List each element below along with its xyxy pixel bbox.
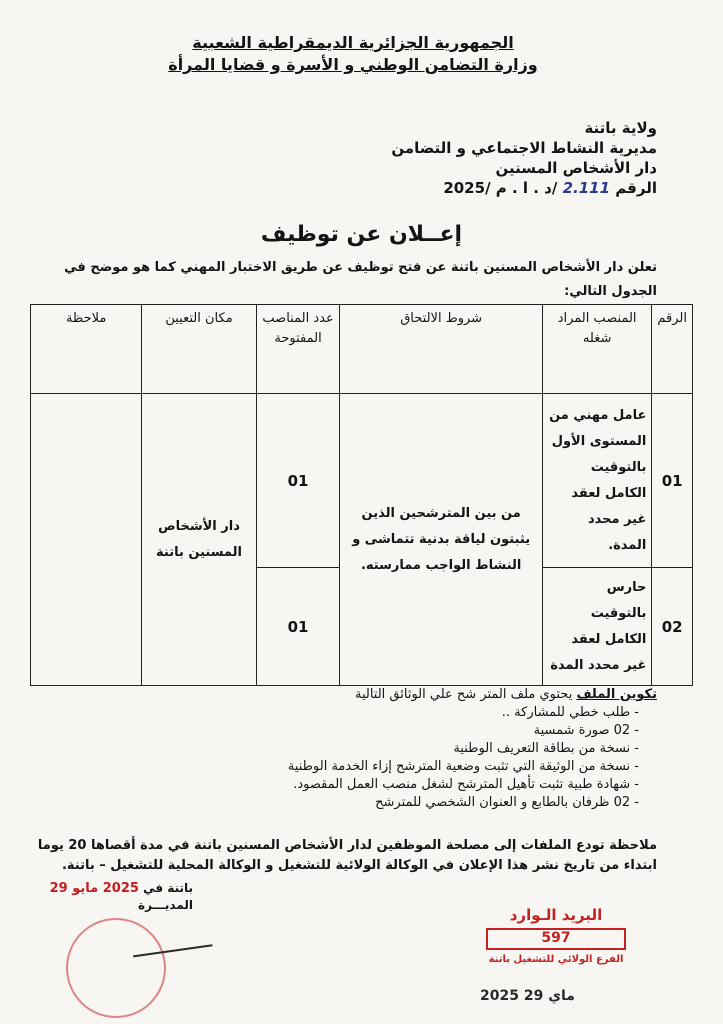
sign-date: 2025 مايو 29 <box>49 881 139 896</box>
list-item: - طلب خطي للمشاركة .. <box>97 704 639 722</box>
republic-name: الجمهورية الجزائرية الديمقراطية الشعبية <box>192 33 514 52</box>
row-num: 02 <box>652 568 693 686</box>
list-item: - شهادة طبية تثبت تأهيل المترشح لشغل منصب العمل المقصود. <box>97 776 639 794</box>
reference-suffix: /د . ا . م /2025 <box>443 179 558 197</box>
list-item: - نسخة من بطاقة التعريف الوطنية <box>97 740 639 758</box>
list-item: - نسخة من الوثيقة التي تثبت وضعية المترشح إزاء الخدمة الوطنية <box>97 758 639 776</box>
row-count: 01 <box>256 568 340 686</box>
row-post: حارس بالتوقيت الكامل لعقد غير محدد المدة <box>542 568 651 686</box>
announcement-intro: تعلن دار الأشخاص المسنين باتنة عن فتح توظيف عن طريق الاختبار المهني كما هو موضح في الجدول التالي: <box>64 260 657 299</box>
dossier-list <box>97 704 657 812</box>
received-stamp-number: 597 <box>486 928 626 950</box>
deposit-note: ملاحظة تودع الملفات إلى مصلحة الموظفين لدار الأشخاص المسنين باتنة في مدة أقصاها 20 يوما ابتداء من تاريخ نشر هذا الإعلان في الوكالة الولائية للتشغيل و الوكالة المحلية للتشغيل – باتنة. <box>37 838 657 873</box>
row-post: عامل مهني من المستوى الأول بالتوقيت الكامل لعقد غير محدد المدة. <box>542 394 651 568</box>
row-conditions: من بين المترشحين الذين يثبتون لياقة بدنية تتماشى و النشاط الواجب ممارسته. <box>340 394 543 686</box>
wilaya-name: ولاية باتنة <box>584 119 657 137</box>
header-note: ملاحظة <box>31 305 142 394</box>
header-conditions: شروط الالتحاق <box>340 305 543 394</box>
signature-block <box>50 880 193 913</box>
row-count: 01 <box>256 394 340 568</box>
announcement-title: إعــلان عن توظيف <box>260 222 463 247</box>
table-row <box>31 394 693 568</box>
header-count: عدد المناصب المفتوحة <box>256 305 340 394</box>
reference-number: 2.111 <box>562 179 611 197</box>
received-date: 2025 ماي 29 <box>480 988 575 1004</box>
header-num: الرقم <box>652 305 693 394</box>
dossier-intro: يحتوي ملف المتر شح علي الوثائق التالية <box>354 687 573 702</box>
dossier-heading: تكوين الملف <box>576 687 657 702</box>
list-item: - 02 صورة شمسية <box>97 722 639 740</box>
house-name: دار الأشخاص المسنين <box>495 159 657 177</box>
sign-place: باتنة في <box>143 881 193 895</box>
received-stamp-branch: الفرع الولائي للتشغيل باتنة <box>488 954 624 965</box>
list-item: - 02 ظرفان بالطابع و العنوان الشخصي للمترشح <box>97 794 639 812</box>
reference-line <box>337 178 657 198</box>
reference-label: الرقم <box>615 179 657 197</box>
jobs-table <box>30 304 693 686</box>
organization-block <box>337 118 657 198</box>
ministry-name: وزارة التضامن الوطني و الأسرة و قضايا المرأة <box>168 55 538 74</box>
header-post: المنصب المراد شغله <box>542 305 651 394</box>
row-note <box>31 394 142 686</box>
received-stamp <box>456 906 656 965</box>
directorate-name: مديرية النشاط الاجتماعي و التضامن <box>391 139 657 157</box>
table-header-row <box>31 305 693 394</box>
sign-role: المديـــرة <box>138 898 193 912</box>
row-num: 01 <box>652 394 693 568</box>
row-place: دار الأشخاص المسنين باتنة <box>142 394 256 686</box>
header-place: مكان التعيين <box>142 305 256 394</box>
received-stamp-title: البريد الـوارد <box>509 906 603 924</box>
government-header <box>83 32 623 76</box>
dossier-section <box>97 686 657 812</box>
